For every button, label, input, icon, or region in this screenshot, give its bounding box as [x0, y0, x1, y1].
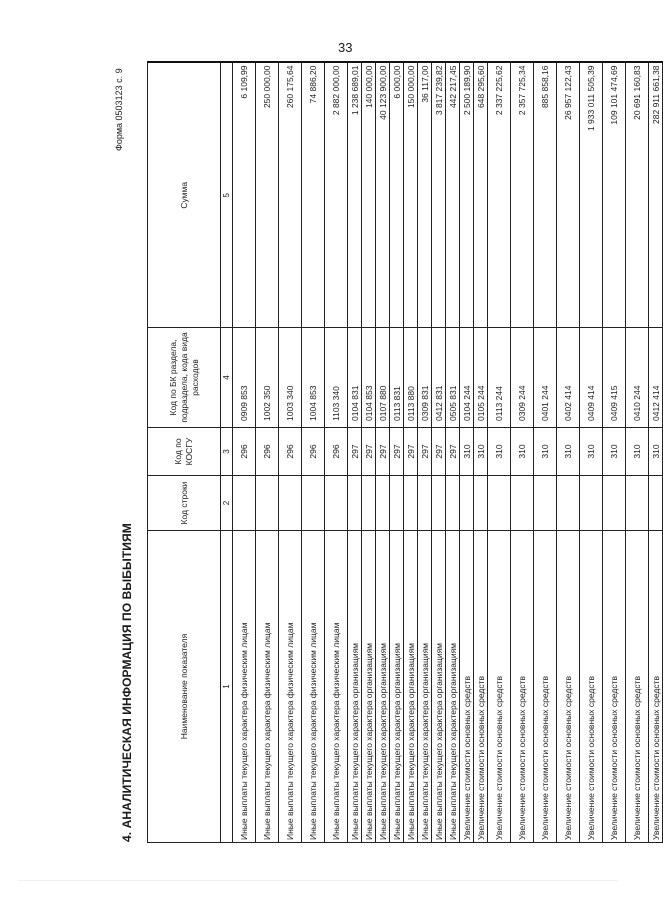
row-name: Увеличение стоимости основных средств: [557, 531, 580, 843]
row-name: Увеличение стоимости основных средств: [534, 531, 557, 843]
row-name: Увеличение стоимости основных средств: [603, 531, 626, 843]
row-name: Увеличение стоимости основных средств: [488, 531, 511, 843]
row-name: Иные выплаты текущего характера физическим лицам: [233, 531, 256, 843]
row-name: Увеличение стоимости основных средств: [580, 531, 603, 843]
row-kbk: 0412 414: [649, 328, 663, 428]
row-kbk: 1004 853: [302, 328, 325, 428]
table-row: [256, 63, 279, 843]
row-kbk: 0409 414: [580, 328, 603, 428]
header-kosgu: Код по КОСГУ: [148, 428, 221, 476]
row-kosgu: 297: [376, 428, 390, 476]
row-kbk: 0113 880: [404, 328, 418, 428]
row-kbk: 0909 853: [233, 328, 256, 428]
row-sum: 2 500 189,90: [460, 63, 474, 328]
row-sum: 6 109,99: [233, 63, 256, 328]
header-line-code: Код строки: [148, 476, 221, 531]
row-name: Иные выплаты текущего характера организациям: [418, 531, 432, 843]
table-row: [390, 63, 404, 843]
row-sum: 2 357 725,34: [511, 63, 534, 328]
row-kosgu: 310: [626, 428, 649, 476]
table-row: [511, 63, 534, 843]
row-line-code: [390, 476, 404, 531]
table-row: [233, 63, 256, 843]
table-row: [488, 63, 511, 843]
row-name: Иные выплаты текущего характера организациям: [446, 531, 460, 843]
row-kbk: 0104 244: [460, 328, 474, 428]
section-title: 4. АНАЛИТИЧЕСКАЯ ИНФОРМАЦИЯ ПО ВЫБЫТИЯМ: [120, 523, 134, 842]
index-name: 1: [221, 531, 233, 843]
row-kbk: 0401 244: [534, 328, 557, 428]
table-row: [534, 63, 557, 843]
row-kosgu: 310: [557, 428, 580, 476]
table-row: [348, 63, 362, 843]
header-name: Наименование показателя: [148, 531, 221, 843]
row-kosgu: 297: [446, 428, 460, 476]
row-name: Иные выплаты текущего характера организациям: [362, 531, 376, 843]
row-kbk: 0113 244: [488, 328, 511, 428]
row-line-code: [348, 476, 362, 531]
row-kbk: 0107 880: [376, 328, 390, 428]
row-kosgu: 310: [603, 428, 626, 476]
row-line-code: [376, 476, 390, 531]
row-kbk: 0309 244: [511, 328, 534, 428]
row-name: Иные выплаты текущего характера физическим лицам: [256, 531, 279, 843]
row-sum: 150 000,00: [404, 63, 418, 328]
form-label: Форма 0503123 с. 9: [114, 68, 124, 151]
row-line-code: [325, 476, 348, 531]
row-name: Увеличение стоимости основных средств: [474, 531, 488, 843]
row-kbk: 1002 350: [256, 328, 279, 428]
row-sum: 40 123 900,00: [376, 63, 390, 328]
table-row: [432, 63, 446, 843]
row-name: Иные выплаты текущего характера организациям: [432, 531, 446, 843]
row-sum: 885 858,16: [534, 63, 557, 328]
table-row: [580, 63, 603, 843]
row-name: Иные выплаты текущего характера организациям: [390, 531, 404, 843]
row-sum: 260 175,64: [279, 63, 302, 328]
row-kbk: 1003 340: [279, 328, 302, 428]
row-sum: 36 117,00: [418, 63, 432, 328]
table-row: [279, 63, 302, 843]
index-sum: 5: [221, 63, 233, 328]
row-kosgu: 297: [348, 428, 362, 476]
row-kosgu: 310: [649, 428, 663, 476]
report-table-sheet: [147, 63, 661, 843]
row-kosgu: 310: [580, 428, 603, 476]
header-kbk: Код по БК раздела, подраздела, кода вида расходов: [148, 328, 221, 428]
row-line-code: [474, 476, 488, 531]
index-kosgu: 3: [221, 428, 233, 476]
row-sum: 442 217,45: [446, 63, 460, 328]
table-row: [626, 63, 649, 843]
table-row: [603, 63, 626, 843]
table-row: [302, 63, 325, 843]
row-name: Иные выплаты текущего характера организациям: [376, 531, 390, 843]
row-name: Увеличение стоимости основных средств: [626, 531, 649, 843]
row-line-code: [603, 476, 626, 531]
row-kosgu: 310: [460, 428, 474, 476]
row-kbk: 0409 415: [603, 328, 626, 428]
table-index-row: [221, 63, 233, 843]
row-sum: 648 295,60: [474, 63, 488, 328]
row-kosgu: 297: [432, 428, 446, 476]
row-sum: 1 238 689,01: [348, 63, 362, 328]
row-kbk: 0402 414: [557, 328, 580, 428]
row-name: Увеличение стоимости основных средств: [649, 531, 663, 843]
row-kosgu: 297: [404, 428, 418, 476]
row-line-code: [580, 476, 603, 531]
row-sum: 250 000,00: [256, 63, 279, 328]
table-row: [362, 63, 376, 843]
row-kbk: 0104 853: [362, 328, 376, 428]
row-kosgu: 296: [302, 428, 325, 476]
row-sum: 282 911 661,38: [649, 63, 663, 328]
row-sum: 26 957 122,43: [557, 63, 580, 328]
row-kosgu: 310: [488, 428, 511, 476]
row-kosgu: 297: [362, 428, 376, 476]
row-line-code: [279, 476, 302, 531]
row-name: Иные выплаты текущего характера организациям: [348, 531, 362, 843]
table-row: [376, 63, 390, 843]
row-kosgu: 310: [511, 428, 534, 476]
table-row: [474, 63, 488, 843]
row-name: Иные выплаты текущего характера физическим лицам: [325, 531, 348, 843]
row-name: Увеличение стоимости основных средств: [511, 531, 534, 843]
row-name: Иные выплаты текущего характера физическим лицам: [279, 531, 302, 843]
row-line-code: [557, 476, 580, 531]
row-sum: 1 933 011 505,39: [580, 63, 603, 328]
row-kosgu: 296: [325, 428, 348, 476]
row-kosgu: 296: [256, 428, 279, 476]
row-kbk: 1103 340: [325, 328, 348, 428]
scan-edge-line: [18, 880, 618, 881]
row-sum: 2 882 000,00: [325, 63, 348, 328]
index-kbk: 4: [221, 328, 233, 428]
table-row: [460, 63, 474, 843]
row-line-code: [446, 476, 460, 531]
row-name: Увеличение стоимости основных средств: [460, 531, 474, 843]
header-sum: Сумма: [148, 63, 221, 328]
row-sum: 20 691 160,83: [626, 63, 649, 328]
row-sum: 3 817 239,82: [432, 63, 446, 328]
row-kosgu: 310: [474, 428, 488, 476]
table-header-row: [148, 63, 221, 843]
table-row: [404, 63, 418, 843]
row-kbk: 0113 831: [390, 328, 404, 428]
row-kosgu: 297: [418, 428, 432, 476]
row-line-code: [460, 476, 474, 531]
row-line-code: [302, 476, 325, 531]
row-kosgu: 310: [534, 428, 557, 476]
table-row: [325, 63, 348, 843]
row-line-code: [233, 476, 256, 531]
row-kosgu: 296: [279, 428, 302, 476]
row-line-code: [649, 476, 663, 531]
row-line-code: [256, 476, 279, 531]
row-sum: 140 000,00: [362, 63, 376, 328]
row-line-code: [362, 476, 376, 531]
index-line: 2: [221, 476, 233, 531]
page-number: 33: [338, 40, 353, 55]
row-kbk: 0105 244: [474, 328, 488, 428]
row-kbk: 0309 831: [418, 328, 432, 428]
row-sum: 74 886,20: [302, 63, 325, 328]
row-line-code: [404, 476, 418, 531]
row-name: Иные выплаты текущего характера физическим лицам: [302, 531, 325, 843]
row-kbk: 0410 244: [626, 328, 649, 428]
row-line-code: [488, 476, 511, 531]
row-name: Иные выплаты текущего характера организациям: [404, 531, 418, 843]
row-sum: 2 337 225,62: [488, 63, 511, 328]
row-kbk: 0412 831: [432, 328, 446, 428]
row-kosgu: 296: [233, 428, 256, 476]
row-kosgu: 297: [390, 428, 404, 476]
row-line-code: [626, 476, 649, 531]
row-kbk: 0505 831: [446, 328, 460, 428]
row-line-code: [418, 476, 432, 531]
row-sum: 6 000,00: [390, 63, 404, 328]
row-kbk: 0104 831: [348, 328, 362, 428]
row-line-code: [511, 476, 534, 531]
row-line-code: [432, 476, 446, 531]
row-sum: 109 101 474,69: [603, 63, 626, 328]
table-row: [557, 63, 580, 843]
table-row: [649, 63, 663, 843]
table-row: [446, 63, 460, 843]
row-line-code: [534, 476, 557, 531]
outflows-table: [147, 62, 663, 844]
table-row: [418, 63, 432, 843]
